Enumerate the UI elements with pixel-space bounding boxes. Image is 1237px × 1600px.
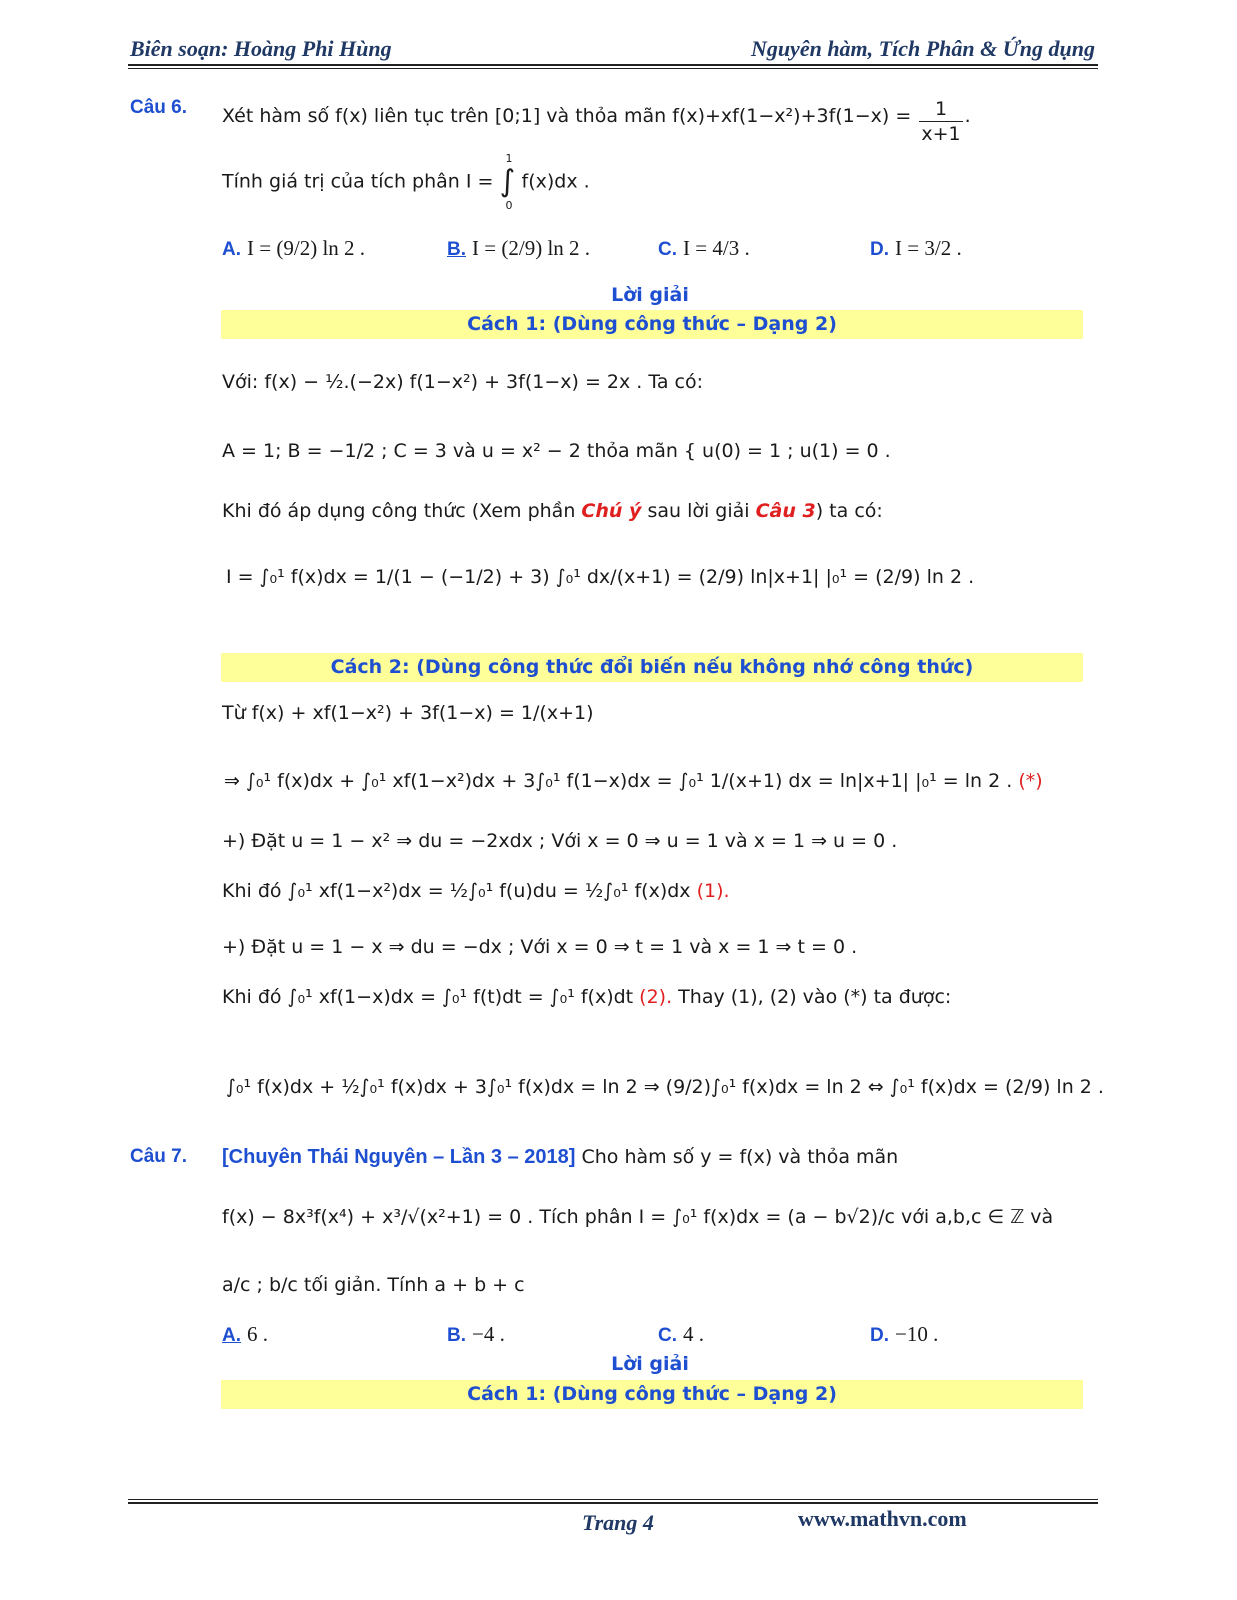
q7-solution-title: Lời giải [611, 1353, 689, 1375]
question-reference: Câu 3 [755, 500, 816, 522]
q6-rhs-fraction [919, 97, 962, 146]
q7-method1-band [221, 1380, 1083, 1409]
q7-option-a[interactable] [222, 1322, 268, 1347]
q6-method1-title: Cách 1: (Dùng công thức – Dạng 2) [467, 313, 837, 335]
page-number: Trang 4 [582, 1510, 654, 1535]
option-text: I = (9/2) ln 2 . [247, 236, 366, 260]
q7-option-b[interactable] [447, 1322, 505, 1347]
q6-m2-line2-text: ⇒ ∫₀¹ f(x)dx + ∫₀¹ xf(1−x²)dx + 3∫₀¹ f(1−x)dx = ∫₀¹ 1/(x+1) dx = ln|x+1| |₀¹ = ln 2 . [224, 770, 1013, 792]
header-topic: Nguyên hàm, Tích Phân & Ứng dụng [750, 36, 1095, 61]
q6-m1-line1: Với: f(x) − ½.(−2x) f(1−x²) + 3f(1−x) = 2x . Ta có: [222, 371, 703, 393]
option-label: C. [658, 1325, 677, 1346]
q6-m2-line6-text: Khi đó ∫₀¹ xf(1−x)dx = ∫₀¹ f(t)dt = ∫₀¹ f(x)dt [222, 986, 634, 1008]
q6-m2-line1: Từ f(x) + xf(1−x²) + 3f(1−x) = 1/(x+1) [222, 702, 594, 724]
q6-m2-line2 [224, 770, 1043, 792]
q7-line1-tail: Cho hàm số y = f(x) và thỏa mãn [581, 1146, 899, 1168]
question-6-line1: Xét hàm số f(x) liên tục trên [0;1] và thỏa mãn f(x)+xf(1−x²)+3f(1−x) = $\frac{1}{x+1}$ . [222, 98, 971, 145]
website-link[interactable]: www.mathvn.com [798, 1506, 967, 1531]
question-6-line2 [222, 152, 590, 212]
q7-method1-title: Cách 1: (Dùng công thức – Dạng 2) [467, 1383, 837, 1405]
q6-method2-band [221, 653, 1083, 682]
q6-statement: Xét hàm số f(x) liên tục trên [0;1] và thỏa mãn f(x)+xf(1−x²)+3f(1−x) = [222, 105, 912, 127]
question-7-line3: a/c ; b/c tối giản. Tính a + b + c [222, 1274, 525, 1296]
question-6-label: Câu 6. [130, 97, 188, 118]
option-label: B. [447, 1325, 466, 1346]
question-7-line2: f(x) − 8x³f(x⁴) + x³/√(x²+1) = 0 . Tích phân I = ∫₀¹ f(x)dx = (a − b√2)/c với a,b,c ∈ ℤ và [222, 1206, 1054, 1228]
option-text: −4 . [472, 1322, 505, 1346]
q6-m2-line4-text: Khi đó ∫₀¹ xf(1−x²)dx = ½∫₀¹ f(u)du = ½∫₀¹ f(x)dx [222, 880, 691, 902]
equation-mark: (*) [1018, 770, 1043, 792]
footer-rule-thin [128, 1499, 1098, 1500]
integral-sign: ∫ 1 0 [499, 152, 516, 212]
option-label: D. [870, 1325, 889, 1346]
equation-mark: (2). [639, 986, 673, 1008]
question-7-label: Câu 7. [130, 1146, 188, 1167]
q6-option-d[interactable] [870, 236, 962, 261]
q6-m1-line3-c: ) ta có: [815, 500, 883, 522]
q6-solution-title: Lời giải [611, 284, 689, 306]
q6-m1-line3 [222, 500, 883, 522]
option-label: C. [658, 239, 677, 260]
q6-method1-band [221, 310, 1083, 339]
q7-option-d[interactable] [870, 1322, 938, 1347]
option-text: 4 . [683, 1322, 705, 1346]
footer-rule [128, 1502, 1098, 1504]
q6-m2-line3: +) Đặt u = 1 − x² ⇒ du = −2xdx ; Với x = 0 ⇒ u = 1 và x = 1 ⇒ u = 0 . [222, 830, 898, 852]
q6-m2-line6 [222, 986, 951, 1008]
q6-m2-line4 [222, 880, 730, 902]
option-text: I = 3/2 . [895, 236, 962, 260]
q6-option-b[interactable] [447, 236, 590, 261]
equation-mark: (1). [696, 880, 730, 902]
question-7-line1 [222, 1146, 898, 1169]
q6-option-a[interactable] [222, 236, 365, 261]
option-label: B. [447, 239, 466, 260]
q6-method2-title: Cách 2: (Dùng công thức đổi biến nếu không nhớ công thức) [330, 656, 974, 678]
q6-option-c[interactable] [658, 236, 750, 261]
q6-m2-line5: +) Đặt u = 1 − x ⇒ du = −dx ; Với x = 0 ⇒ t = 1 và x = 1 ⇒ t = 0 . [222, 936, 858, 958]
q7-option-c[interactable] [658, 1322, 704, 1347]
option-label: A. [222, 239, 241, 260]
q6-integral-tail: f(x)dx . [521, 170, 590, 193]
q6-m1-line3-b: sau lời giải [641, 500, 756, 522]
header-rule-thin [128, 68, 1098, 69]
option-text: 6 . [247, 1322, 269, 1346]
option-text: −10 . [895, 1322, 939, 1346]
option-text: I = 4/3 . [683, 236, 750, 260]
q6-m1-line3-a: Khi đó áp dụng công thức (Xem phần [222, 500, 582, 522]
header-rule [128, 64, 1098, 66]
option-label: D. [870, 239, 889, 260]
note-reference: Chú ý [581, 500, 642, 522]
q6-rhs-num: 1 [919, 97, 962, 122]
q6-m1-line2: A = 1; B = −1/2 ; C = 3 và u = x² − 2 thỏa mãn { u(0) = 1 ; u(1) = 0 . [222, 440, 891, 462]
option-text: I = (2/9) ln 2 . [472, 236, 591, 260]
q6-m1-line4: I = ∫₀¹ f(x)dx = 1/(1 − (−1/2) + 3) ∫₀¹ dx/(x+1) = (2/9) ln|x+1| |₀¹ = (2/9) ln 2 . [226, 566, 975, 588]
header-author: Biên soạn: Hoàng Phi Hùng [130, 36, 392, 61]
q7-source: [Chuyên Thái Nguyên – Lần 3 – 2018] [222, 1146, 576, 1168]
q6-m2-line7: ∫₀¹ f(x)dx + ½∫₀¹ f(x)dx + 3∫₀¹ f(x)dx = ln 2 ⇒ (9/2)∫₀¹ f(x)dx = ln 2 ⇔ ∫₀¹ f(x)dx = (2/9) ln 2 . [226, 1076, 1104, 1098]
option-label: A. [222, 1325, 241, 1346]
q6-integral-prompt: Tính giá trị của tích phân I = [222, 170, 494, 193]
q6-m2-line6-tail: Thay (1), (2) vào (*) ta được: [672, 986, 952, 1008]
q6-rhs-den: x+1 [921, 123, 961, 145]
